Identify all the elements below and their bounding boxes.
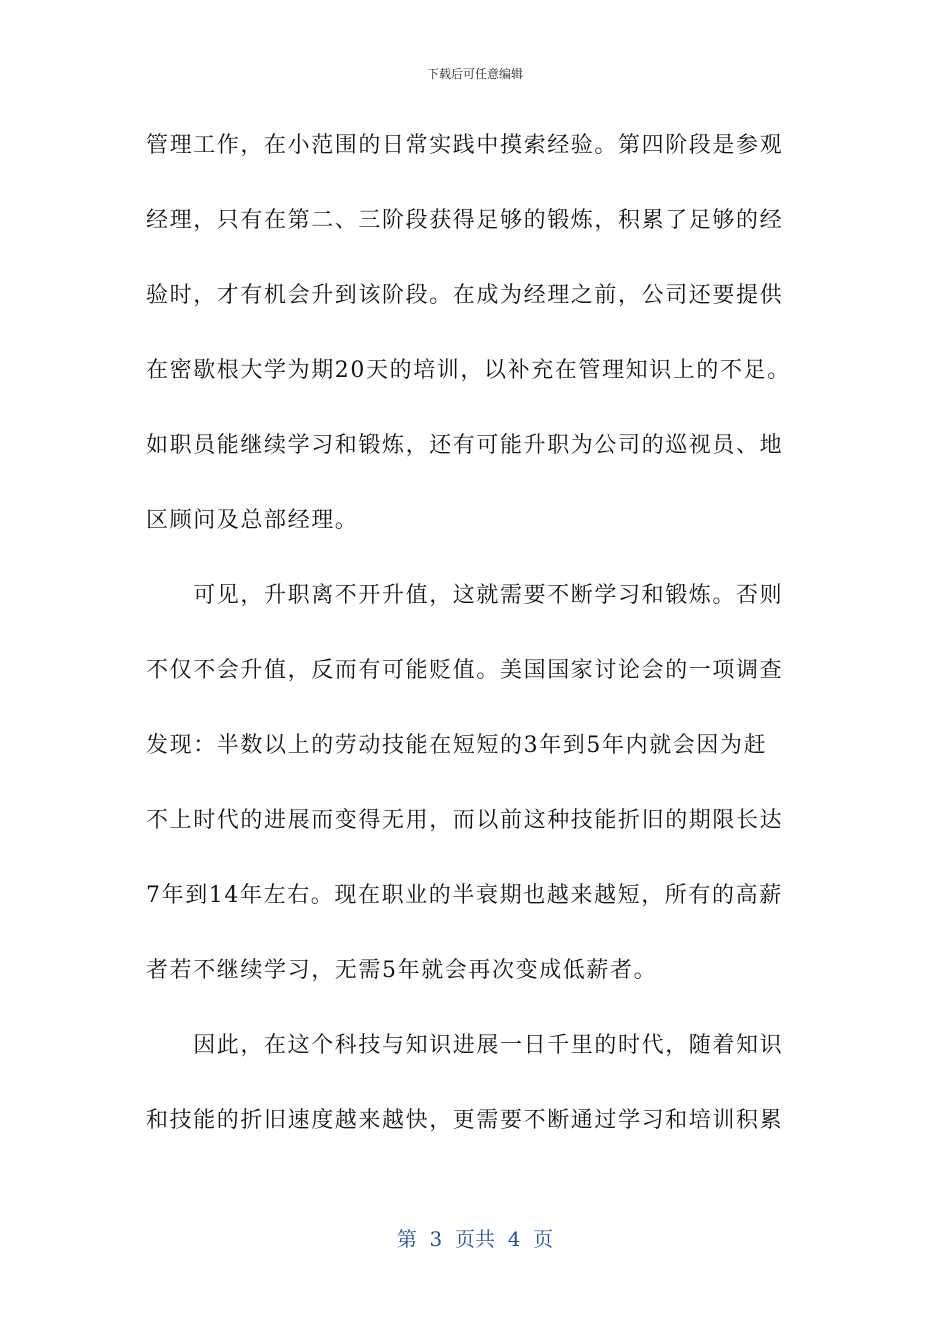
text-line: 区顾问及总部经理。 [146,508,359,533]
text-line: 7年到14年左右。现在职业的半衰期也越来越短，所有的高薪 [146,883,783,908]
text-line: 可见，升职离不开升值，这就需要不断学习和锻炼。否则 [146,583,784,608]
page-number-footer: 第 3 页共 4 页 [396,1227,554,1251]
text-line: 管理工作，在小范围的日常实践中摸索经验。第四阶段是参观 [146,133,784,158]
document-body [146,120,806,1170]
text-line: 和技能的折旧速度越来越快，更需要不断通过学习和培训积累 [146,1108,784,1133]
text-line: 验时，才有机会升到该阶段。在成为经理之前，公司还要提供 [146,283,784,308]
text-line: 在密歇根大学为期20天的培训，以补充在管理知识上的不足。 [146,358,791,383]
page-header: 下载后可任意编辑 [426,67,523,81]
text-line: 发现：半数以上的劳动技能在短短的3年到5年内就会因为赶 [146,733,768,758]
text-line: 如职员能继续学习和锻炼，还有可能升职为公司的巡视员、地 [146,433,784,458]
text-line: 因此，在这个科技与知识进展一日千里的时代，随着知识 [146,1033,784,1058]
text-line: 不上时代的进展而变得无用，而以前这种技能折旧的期限长达 [146,808,784,833]
text-line: 经理，只有在第二、三阶段获得足够的锻炼，积累了足够的经 [146,208,784,233]
text-line: 不仅不会升值，反而有可能贬值。美国国家讨论会的一项调查 [146,658,784,683]
text-line: 者若不继续学习，无需5年就会再次变成低薪者。 [146,958,658,983]
